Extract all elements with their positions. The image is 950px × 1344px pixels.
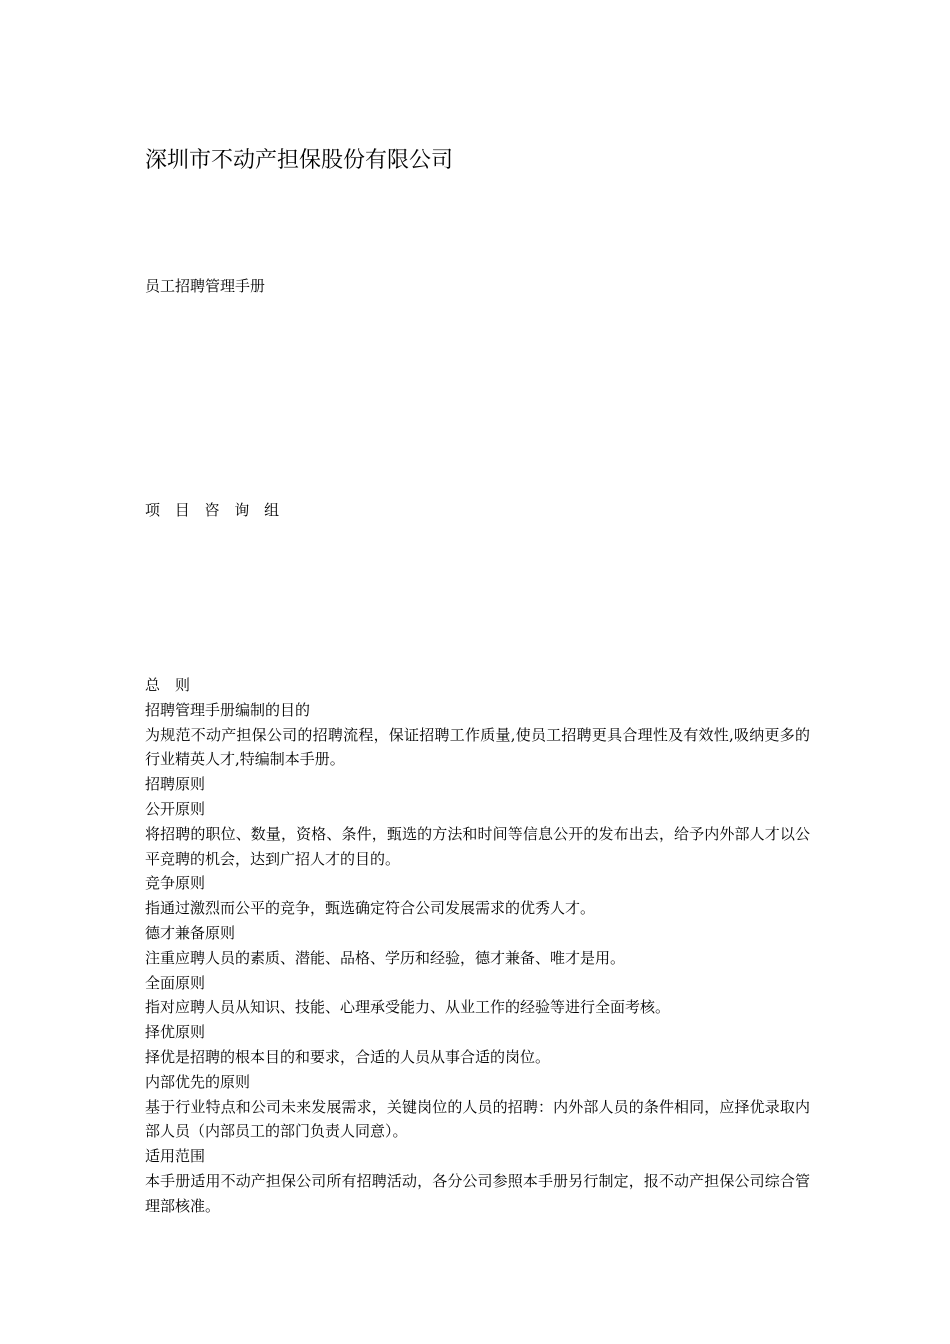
section-heading-general: 总 则 [145, 676, 191, 694]
heading-selection-principle: 择优原则 [145, 1023, 206, 1042]
paragraph-competition-principle: 指通过激烈而公平的竞争，甄选确定符合公司发展需求的优秀人才。 [145, 899, 596, 918]
paragraph-internal-principle: 基于行业特点和公司未来发展需求，关键岗位的人员的招聘：内外部人员的条件相同，应择优录取内部人员（内部员工的部门负责人同意）。 [145, 1097, 810, 1141]
heading-principles: 招聘原则 [145, 775, 206, 794]
paragraph-virtue-principle: 注重应聘人员的素质、潜能、品格、学历和经验，德才兼备、唯才是用。 [145, 948, 626, 967]
heading-scope: 适用范围 [145, 1147, 206, 1166]
heading-internal-principle: 内部优先的原则 [145, 1072, 251, 1091]
manual-title: 员工招聘管理手册 [145, 277, 266, 295]
paragraph-open-principle: 将招聘的职位、数量，资格、条件，甄选的方法和时间等信息公开的发布出去，给予内外部人才以公平竞聘的机会，达到广招人才的目的。 [145, 824, 810, 868]
heading-open-principle: 公开原则 [145, 799, 206, 818]
paragraph-comprehensive-principle: 指对应聘人员从知识、技能、心理承受能力、从业工作的经验等进行全面考核。 [145, 998, 671, 1017]
heading-virtue-principle: 德才兼备原则 [145, 923, 236, 942]
paragraph-scope: 本手册适用不动产担保公司所有招聘活动，各分公司参照本手册另行制定，报不动产担保公司综合管理部核准。 [145, 1171, 810, 1215]
heading-purpose: 招聘管理手册编制的目的 [145, 700, 311, 719]
company-title: 深圳市不动产担保股份有限公司 [145, 148, 454, 173]
project-group: 项 目 咨 询 组 [145, 501, 285, 519]
heading-comprehensive-principle: 全面原则 [145, 973, 206, 992]
heading-competition-principle: 竞争原则 [145, 874, 206, 893]
paragraph-selection-principle: 择优是招聘的根本目的和要求，合适的人员从事合适的岗位。 [145, 1047, 551, 1066]
paragraph-purpose: 为规范不动产担保公司的招聘流程，保证招聘工作质量,使员工招聘更具合理性及有效性,吸纳更多的行业精英人才,特编制本手册。 [145, 725, 810, 769]
document-body [145, 673, 810, 1219]
